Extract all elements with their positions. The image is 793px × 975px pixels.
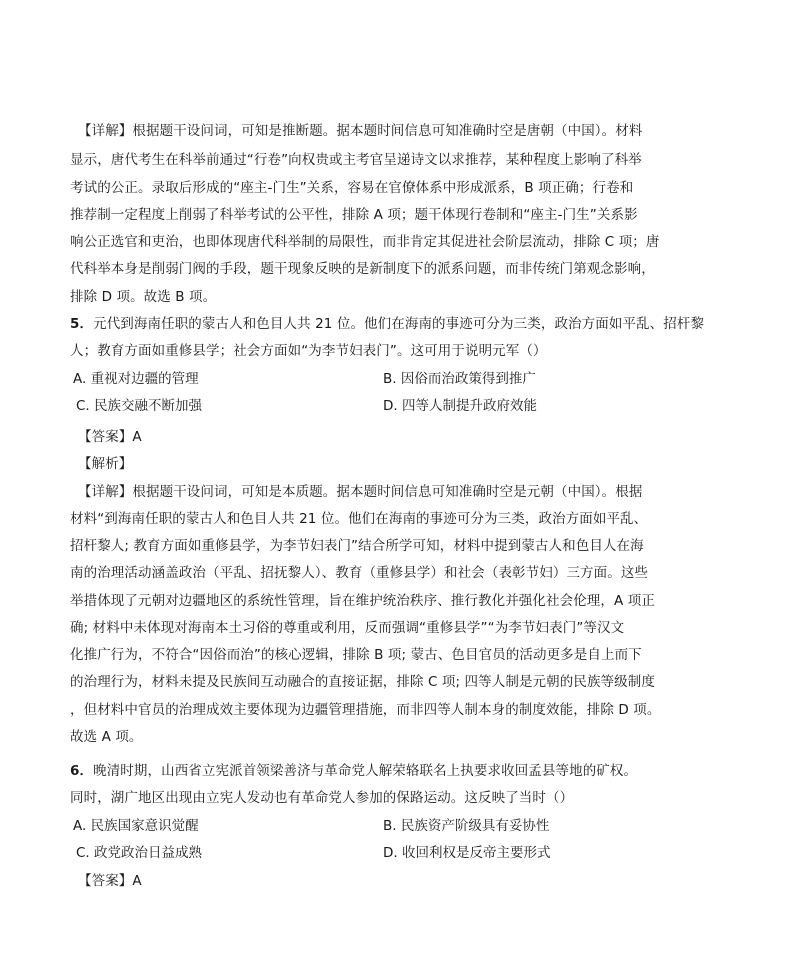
explanation-line: 推荐制一定程度上削弱了科举考试的公平性，排除 A 项；题干体现行卷制和“座主-门生”关系影 (70, 207, 638, 223)
explanation-line: 【详解】根据题干设问词，可知是推断题。据本题时间信息可知准确时空是唐朝（中国）。材料 (78, 123, 643, 139)
question-6-option-d: D. 收回利权是反帝主要形式 (383, 845, 551, 861)
explanation-line: 显示，唐代考生在科举前通过“行卷”向权贵或主考官呈递诗文以求推荐，某种程度上影响了科举 (70, 152, 642, 168)
explanation-line: 举措体现了元朝对边疆地区的系统性管理，旨在维护统治秩序、推行教化并强化社会伦理，A 项正 (70, 593, 655, 609)
question-5-stem-line2: 人；教育方面如重修县学；社会方面如“为李节妇表门”。这可用于说明元军（） (70, 343, 547, 359)
question-6-option-b: B. 民族资产阶级具有妥协性 (383, 818, 550, 834)
question-5-option-d: D. 四等人制提升政府效能 (383, 398, 537, 414)
explanation-line: 化推广行为，不符合“因俗而治”的核心逻辑，排除 B 项; 蒙古、色目官员的活动更多是自上而下 (70, 647, 642, 663)
question-6-option-a: A. 民族国家意识觉醒 (73, 818, 199, 834)
explanation-line: 考试的公正。录取后形成的“座主-门生”关系，容易在官僚体系中形成派系，B 项正确；行卷和 (70, 180, 634, 196)
question-6-stem-line2: 同时，湖广地区出现由立宪人发动也有革命党人参加的保路运动。这反映了当时（） (70, 790, 574, 806)
question-5-analysis-label: 【解析】 (78, 456, 133, 472)
question-6-option-c: C. 政党政治日益成熟 (76, 845, 203, 861)
explanation-line: 【详解】根据题干设问词，可知是本质题。据本题时间信息可知准确时空是元朝（中国）。根据 (78, 484, 643, 500)
question-5-option-a: A. 重视对边疆的管理 (73, 371, 199, 387)
question-5-option-b: B. 因俗而治政策得到推广 (383, 371, 536, 387)
question-5-stem-line1: 5．元代到海南任职的蒙古人和色目人共 21 位。他们在海南的事迹可分为三类，政治方面如平乱、招杆黎 (70, 316, 705, 332)
explanation-line: 排除 D 项。故选 B 项。 (70, 289, 217, 305)
explanation-line: 确; 材料中未体现对海南本土习俗的尊重或利用，反而强调“重修县学”“为李节妇表门”等汉文 (70, 620, 625, 636)
explanation-line: 材料“到海南任职的蒙古人和色目人共 21 位。他们在海南的事迹可分为三类，政治方面如平乱、 (70, 511, 648, 527)
question-number: 6． (70, 763, 94, 779)
question-6-stem-line1: 6．晚清时期，山西省立宪派首领梁善济与革命党人解荣辂联名上执要求收回孟县等地的矿权。 (70, 763, 638, 779)
question-number: 5． (70, 316, 94, 332)
explanation-line: 响公正选官和吏治，也即体现唐代科举制的局限性，而非肯定其促进社会阶层流动，排除 C 项；唐 (70, 234, 660, 250)
explanation-line: 代科举本身是削弱门阀的手段，题干现象反映的是新制度下的派系问题，而非传统门第观念影响， (70, 261, 655, 277)
explanation-line: 的治理行为，材料未提及民族间互动融合的直接证据，排除 C 项; 四等人制是元朝的民族等级制度 (70, 674, 655, 690)
explanation-line: 南的治理活动涵盖政治（平乱、招抚黎人）、教育（重修县学）和社会（表彰节妇）三方面。这些 (70, 565, 649, 581)
explanation-line: 故选 A 项。 (70, 729, 143, 745)
question-5-answer: 【答案】A (78, 429, 142, 445)
question-5-option-c: C. 民族交融不断加强 (76, 398, 203, 414)
explanation-line: ，但材料中官员的治理成效主要体现为边疆管理措施，而非四等人制本身的制度效能，排除 D 项。 (70, 702, 661, 718)
explanation-line: 招杆黎人; 教育方面如重修县学，为李节妇表门”结合所学可知，材料中提到蒙古人和色目人在海 (70, 538, 644, 554)
question-6-answer: 【答案】A (78, 873, 142, 889)
